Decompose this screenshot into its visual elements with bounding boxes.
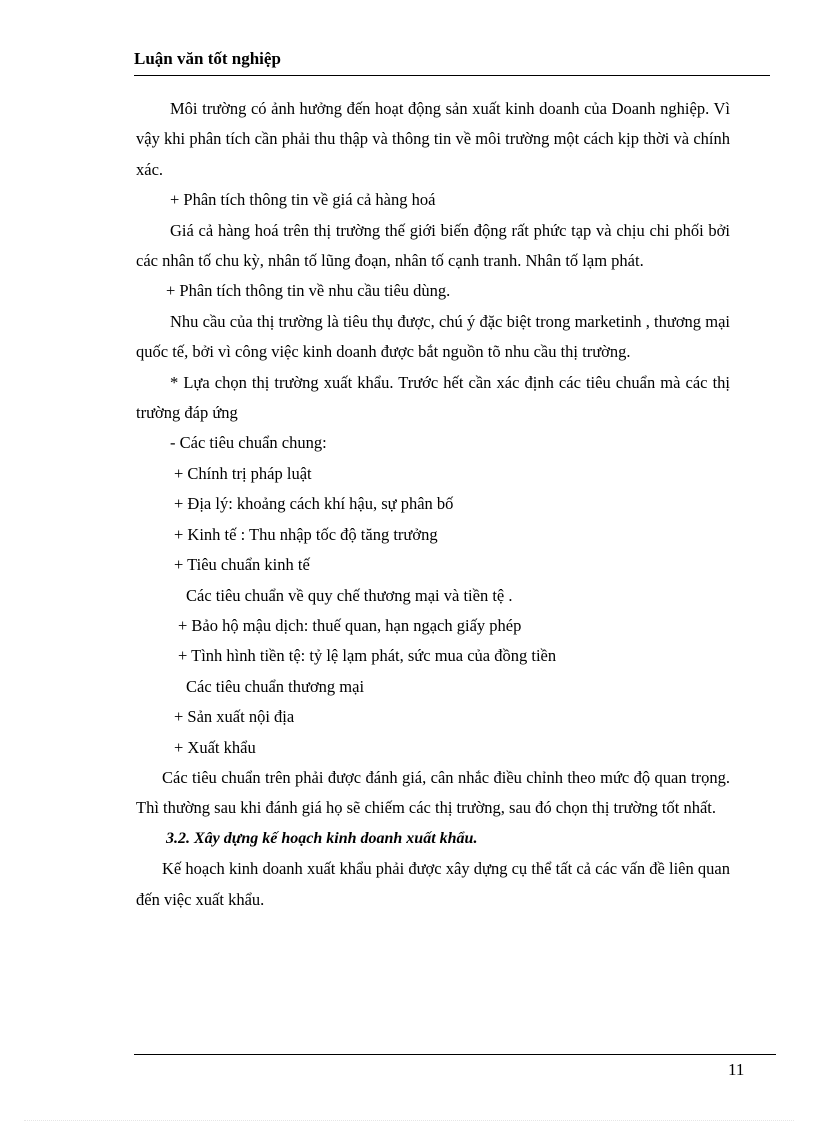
footer-divider: [134, 1054, 776, 1055]
list-item-economy: + Kinh tế : Thu nhập tốc độ tăng trưởng: [174, 524, 438, 544]
list-item-politics-law: + Chính trị pháp luật: [174, 463, 312, 483]
list-item-price-analysis: + Phân tích thông tin về giá cả hàng hoá: [170, 190, 436, 210]
page-number: 11: [728, 1060, 745, 1079]
paragraph-export-plan: Kế hoạch kinh doanh xuất khẩu phải được xây dựng cụ thể tất cả các vấn đề liên quan đến việc xuất khẩu.: [136, 859, 730, 909]
list-heading-trade-criteria: Các tiêu chuẩn thương mại: [186, 676, 365, 696]
paragraph-demand: Nhu cầu của thị trường là tiêu thụ được, chú ý đặc biệt trong marketinh , thương mại quốc tế, bởi vì công việc kinh doanh được bắt nguồn tõ nhu cầu thị trường.: [136, 311, 730, 362]
page-bottom-dotted-line: [24, 1120, 794, 1121]
list-item-economic-criteria: + Tiêu chuẩn kinh tế: [174, 555, 310, 575]
paragraph-price: Giá cả hàng hoá trên thị trường thế giới biến động rất phức tạp và chịu chi phối bởi các nhân tố chu kỳ, nhân tố lũng đoạn, nhân tố cạnh tranh. Nhân tố lạm phát.: [136, 220, 730, 271]
list-item-domestic-production: + Sản xuất nội địa: [174, 707, 295, 727]
list-heading-trade-currency: Các tiêu chuẩn về quy chế thương mại và tiền tệ .: [186, 585, 513, 605]
page-body: [136, 94, 730, 915]
header-divider: [134, 75, 770, 76]
paragraph-environment: Môi trường có ảnh hưởng đến hoạt động sản xuất kinh doanh của Doanh nghiệp. Vì vậy khi phân tích cần phải thu thập và thông tin về môi trường một cách kịp thời và chính xác.: [136, 99, 730, 179]
list-item-protectionism: + Bảo hộ mậu dịch: thuế quan, hạn ngạch giấy phép: [178, 615, 522, 635]
list-item-demand-analysis: + Phân tích thông tin về nhu cầu tiêu dùng.: [166, 281, 451, 301]
list-heading-general-criteria: - Các tiêu chuẩn chung:: [170, 433, 327, 453]
list-item-currency-situation: + Tình hình tiền tệ: tỷ lệ lạm phát, sức mua của đồng tiền: [178, 646, 557, 666]
paragraph-evaluation: Các tiêu chuẩn trên phải được đánh giá, cân nhắc điều chỉnh theo mức độ quan trọng. Thì thường sau khi đánh giá họ sẽ chiếm các thị trường, sau đó chọn thị trường tốt nhất.: [136, 767, 730, 818]
list-item-geography: + Địa lý: khoảng cách khí hậu, sự phân bố: [174, 494, 454, 514]
section-heading-3-2: 3.2. Xây dựng kế hoạch kinh doanh xuất khẩu.: [166, 829, 478, 847]
list-item-export: + Xuất khẩu: [174, 737, 256, 757]
document-header-title: Luận văn tốt nghiệp: [134, 49, 281, 68]
paragraph-market-selection: * Lựa chọn thị trường xuất khẩu. Trước hết cần xác định các tiêu chuẩn mà các thị trường đáp ứng: [136, 372, 730, 423]
